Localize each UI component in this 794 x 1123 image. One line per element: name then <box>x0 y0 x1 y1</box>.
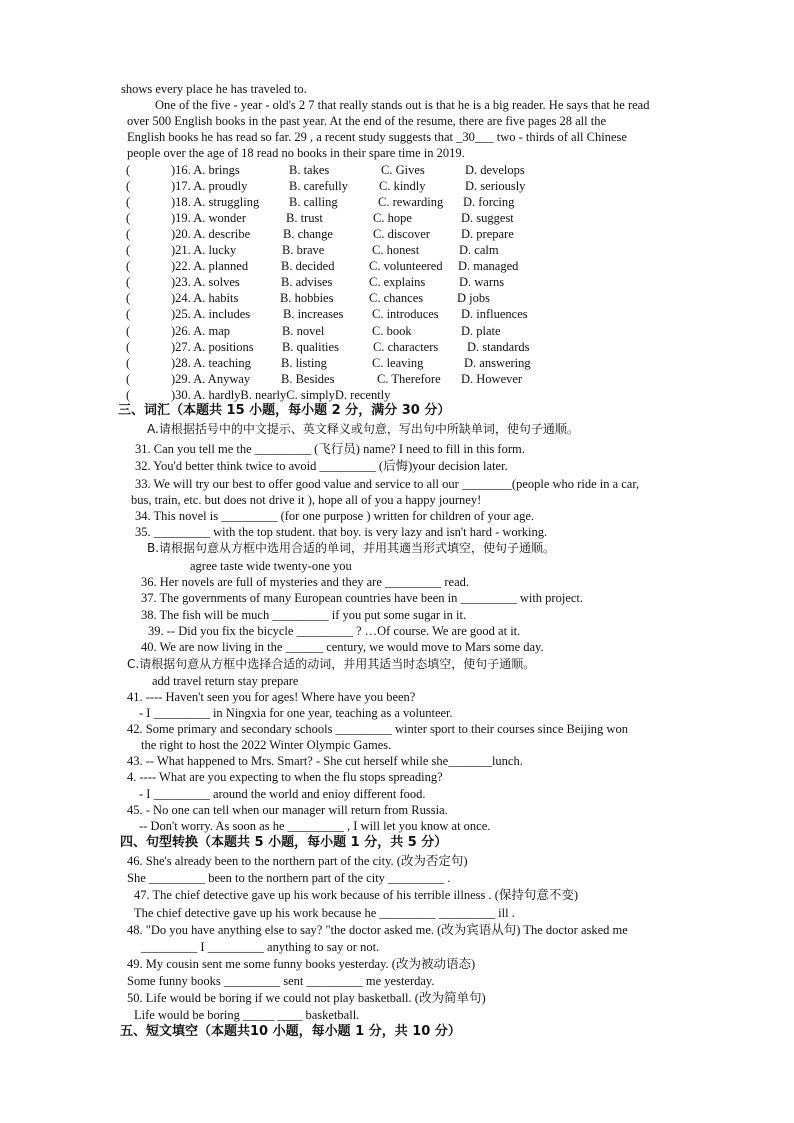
choice-option-a: )29. A. Anyway <box>171 372 251 386</box>
answer-paren[interactable]: ( <box>126 211 131 225</box>
section-heading: 四、句型转换（本题共 5 小题，每小题 1 分，共 5 分） <box>120 835 448 850</box>
section-heading: 三、词汇（本题共 15 小题，每小题 2 分，满分 30 分） <box>118 403 451 418</box>
answer-paren[interactable]: ( <box>126 163 131 177</box>
question-45: 45. - No one can tell when our manager will return from Russia. <box>127 803 448 817</box>
question-42-cont: the right to host the 2022 Winter Olympic Games. <box>141 738 392 752</box>
answer-paren[interactable]: ( <box>126 307 131 321</box>
question-37: 37. The governments of many European countries have been in _________ with project. <box>141 591 584 605</box>
choice-option-d: D. managed <box>458 259 519 273</box>
passage-line: shows every place he has traveled to. <box>121 82 307 96</box>
answer-paren[interactable]: ( <box>126 275 131 289</box>
choice-option-a: )19. A. wonder <box>171 211 246 225</box>
answer-paren[interactable]: ( <box>126 324 131 338</box>
answer-paren[interactable]: ( <box>126 243 131 257</box>
choice-option-a: )21. A. lucky <box>171 243 237 257</box>
question-34: 34. This novel is _________ (for one purpose ) written for children of your age. <box>135 509 534 523</box>
question-44: 4. ---- What are you expecting to when the flu stops spreading? <box>127 770 443 784</box>
choice-option-d: D. plate <box>461 324 501 338</box>
question-41-answer: - I _________ in Ningxia for one year, teaching as a volunteer. <box>139 706 453 720</box>
choice-option-a: )22. A. planned <box>171 259 249 273</box>
question-48: 48. "Do you have anything else to say? "the doctor asked me. (改为宾语从句) The doctor asked me <box>127 923 628 937</box>
answer-paren[interactable]: ( <box>126 195 131 209</box>
answer-paren[interactable]: ( <box>126 356 131 370</box>
question-47: 47. The chief detective gave up his work because of his terrible illness . (保持句意不变) <box>134 888 579 902</box>
choice-option-d: D. warns <box>459 275 505 289</box>
question-36: 36. Her novels are full of mysteries and they are _________ read. <box>141 575 470 589</box>
section-heading: 五、短文填空（本题共10 小题，每小题 1 分，共 10 分） <box>120 1024 461 1039</box>
word-box-b: agree taste wide twenty-one you <box>190 559 352 573</box>
choice-option-b: B. increases <box>283 307 344 321</box>
instruction-a: A.请根据括号中的中文提示、英文释义或句意，写出句中所缺单词，使句子通顺。 <box>147 422 579 436</box>
question-49-answer: Some funny books _________ sent _________ me yesterday. <box>127 974 435 988</box>
passage-line: people over the age of 18 read no books in their spare time in 2019. <box>127 146 465 160</box>
choice-option-a: )28. A. teaching <box>171 356 251 370</box>
choice-option-a: )27. A. positions <box>171 340 254 354</box>
answer-paren[interactable]: ( <box>126 388 131 402</box>
choice-option-a: )18. A. struggling <box>171 195 260 209</box>
choice-option-d: D. prepare <box>461 227 514 241</box>
question-42: 42. Some primary and secondary schools _________ winter sport to their courses since Beijing won <box>127 722 628 736</box>
choice-option-c: C. hope <box>373 211 412 225</box>
question-44-answer: - I _________ around the world and enioy different food. <box>139 787 426 801</box>
answer-paren[interactable]: ( <box>126 227 131 241</box>
choice-option-c: C. honest <box>372 243 420 257</box>
choice-option-c: C. introduces <box>372 307 439 321</box>
question-49: 49. My cousin sent me some funny books yesterday. (改为被动语态) <box>127 957 476 971</box>
answer-paren[interactable]: ( <box>126 179 131 193</box>
choice-option-c: C. discover <box>373 227 430 241</box>
choice-option-c: C. Therefore <box>377 372 441 386</box>
instruction-c: C.请根据句意从方框中选择合适的动词，并用其适当时态填空，使句子通顺。 <box>127 657 536 671</box>
choice-option-d: D. suggest <box>461 211 514 225</box>
choice-option-a: )16. A. brings <box>171 163 240 177</box>
question-50: 50. Life would be boring if we could not play basketball. (改为简单句) <box>127 991 486 1005</box>
passage-line: One of the five - year - old's 2 7 that really stands out is that he is a big reader. He says that he read <box>155 98 650 112</box>
choice-option-b: B. trust <box>286 211 323 225</box>
choice-option-b: B. hobbies <box>280 291 334 305</box>
instruction-b: B.请根据句意从方框中选用合适的单词，并用其適当形式填空，使句子通顺。 <box>147 541 556 555</box>
choice-option-b: B. calling <box>289 195 338 209</box>
choice-option-c: C. leaving <box>372 356 424 370</box>
choice-option-d: D. seriously <box>465 179 526 193</box>
answer-paren[interactable]: ( <box>126 291 131 305</box>
question-32: 32. You'd better think twice to avoid _________ (后悔)your decision later. <box>135 459 508 473</box>
choice-option-b: B. qualities <box>282 340 339 354</box>
choice-option-d: D. influences <box>461 307 528 321</box>
choice-option-b: B. brave <box>282 243 325 257</box>
choice-option-d: D. answering <box>464 356 531 370</box>
choice-option-d: D jobs <box>457 291 490 305</box>
question-47-answer: The chief detective gave up his work because he _________ _________ ill . <box>134 906 515 920</box>
answer-paren[interactable]: ( <box>126 372 131 386</box>
answer-paren[interactable]: ( <box>126 340 131 354</box>
choice-option-b: B. carefully <box>289 179 349 193</box>
question-31: 31. Can you tell me the _________ (飞行员) name? I need to fill in this form. <box>135 442 525 456</box>
choice-option-a: )17. A. proudly <box>171 179 248 193</box>
choice-option-a: )25. A. includes <box>171 307 251 321</box>
choice-option-d: D. develops <box>465 163 525 177</box>
choice-option-a: )23. A. solves <box>171 275 240 289</box>
choice-option-c: C. chances <box>369 291 424 305</box>
choice-option-c: C. kindly <box>379 179 426 193</box>
choice-option-c: C. volunteered <box>369 259 443 273</box>
choice-option-c: C. characters <box>373 340 439 354</box>
question-39: 39. -- Did you fix the bicycle _________ ? …Of course. We are good at it. <box>148 624 521 638</box>
choice-option-b: B. decided <box>281 259 335 273</box>
choice-option-d: D. standards <box>467 340 530 354</box>
choice-option-c: C. explains <box>369 275 426 289</box>
question-46-answer: She _________ been to the northern part of the city _________ . <box>127 871 451 885</box>
choice-option-b: B. advises <box>281 275 333 289</box>
question-48-answer: _________ I _________ anything to say or not. <box>141 940 380 954</box>
choice-option-c: C. book <box>372 324 412 338</box>
question-33-cont: bus, train, etc. but does not drive it ), hope all of you a happy journey! <box>131 493 482 507</box>
choice-option-a: )20. A. describe <box>171 227 251 241</box>
choice-option-b: B. listing <box>281 356 327 370</box>
question-40: 40. We are now living in the ______ century, we would move to Mars some day. <box>141 640 544 654</box>
question-35: 35. _________ with the top student. that boy. is very lazy and isn't hard - working. <box>135 525 548 539</box>
word-box-c: add travel return stay prepare <box>152 674 299 688</box>
choice-row-30: )30. A. hardlyB. nearlyC. simplyD. recently <box>171 388 391 402</box>
question-43: 43. -- What happened to Mrs. Smart? - She cut herself while she_______lunch. <box>127 754 523 768</box>
choice-option-d: D. However <box>461 372 523 386</box>
passage-line: over 500 English books in the past year. At the end of the resume, there are five pages 28 all the <box>127 114 607 128</box>
choice-option-d: D. forcing <box>463 195 515 209</box>
question-50-answer: Life would be boring _____ ____ basketball. <box>134 1008 360 1022</box>
choice-option-d: D. calm <box>459 243 499 257</box>
answer-paren[interactable]: ( <box>126 259 131 273</box>
choice-option-b: B. novel <box>282 324 325 338</box>
question-45-answer: -- Don't worry. As soon as he _________ , I will let you know at once. <box>139 819 491 833</box>
passage-line: English books he has read so far. 29 , a recent study suggests that _30___ two - thirds of all Chinese <box>127 130 627 144</box>
choice-option-a: )24. A. habits <box>171 291 239 305</box>
question-46: 46. She's already been to the northern part of the city. (改为否定句) <box>127 854 468 868</box>
question-38: 38. The fish will be much _________ if you put some sugar in it. <box>141 608 467 622</box>
choice-option-a: )26. A. map <box>171 324 231 338</box>
choice-option-c: C. rewarding <box>378 195 444 209</box>
choice-option-b: B. Besides <box>281 372 335 386</box>
choice-option-b: B. change <box>283 227 333 241</box>
choice-option-b: B. takes <box>289 163 330 177</box>
question-33: 33. We will try our best to offer good value and service to all our ________(people who ride in a car, <box>135 477 640 491</box>
choice-option-c: C. Gives <box>381 163 425 177</box>
question-41: 41. ---- Haven't seen you for ages! Where have you been? <box>127 690 416 704</box>
